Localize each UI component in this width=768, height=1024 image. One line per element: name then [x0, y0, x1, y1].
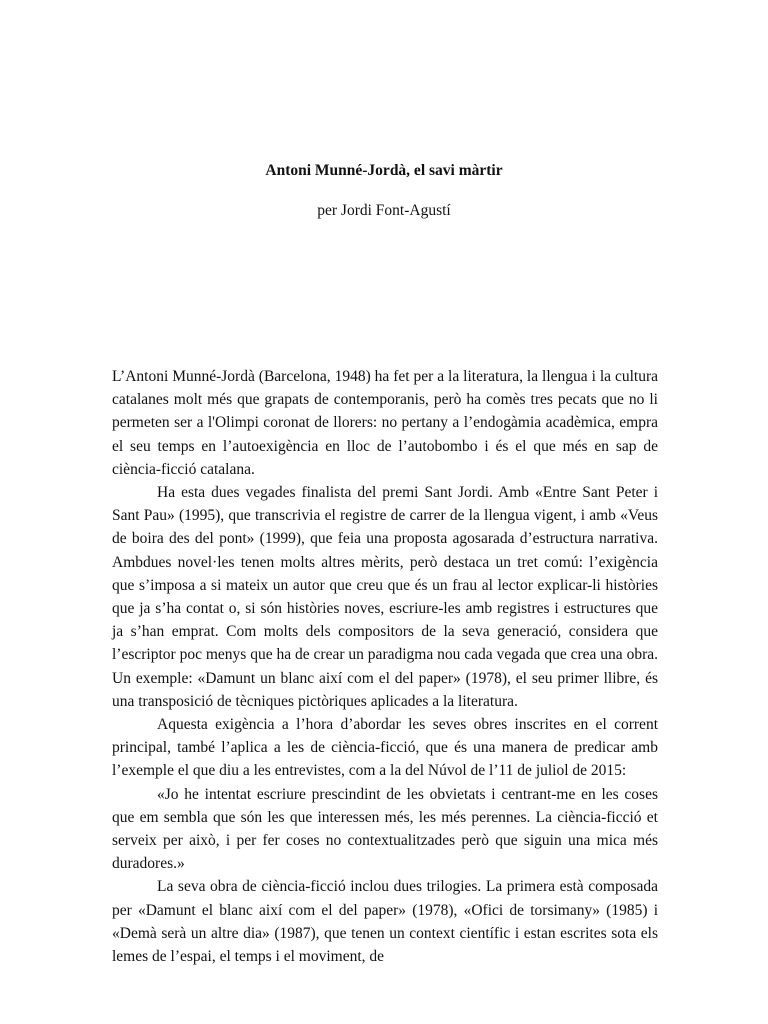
paragraph-5: La seva obra de ciència-ficció inclou dues trilogies. La primera està composada per «Damunt el blanc així com el del paper» (1978), «Ofici de torsimany» (1985) i «Demà serà un altre dia» (1987), que tenen un context científic i estan escrites sota els lemes de l’espai, el temps i el moviment, de: [112, 878, 658, 966]
document-title: Antoni Munné-Jordà, el savi màrtir: [265, 162, 503, 179]
document-author: per Jordi Font-Agustí: [317, 202, 451, 219]
paragraph-2: Ha esta dues vegades finalista del premi Sant Jordi. Amb «Entre Sant Peter i Sant Pau» (1995), que transcrivia el registre de carrer de la llengua vigent, i amb «Veus de boira des del pont» (1999), que feia una proposta agosarada d’estructura narrativa. Ambdues novel·les tenen molts altres mèrits, però destaca un tret comú: l’exigència que s’imposa a si mateix un autor que creu que és un frau al lector explicar-li històries que ja s’ha contat o, si són històries noves, escriure-les amb registres i estructures que ja s’han emprat. Com molts dels compositors de la seva generació, considera que l’escriptor poc menys que ha de crear un paradigma nou cada vegada que crea una obra. Un exemple: «Damunt un blanc així com el del paper» (1978), el seu primer llibre, és una transposició de tècniques pictòriques aplicades a la literatura.: [112, 484, 658, 710]
document-body: [112, 365, 658, 968]
paragraph-3: Aquesta exigència a l’hora d’abordar les seves obres inscrites en el corrent principal, també l’aplica a les de ciència-ficció, que és una manera de predicar amb l’exemple el que diu a les entrevistes, com a la del Núvol de l’11 de juliol de 2015:: [112, 716, 658, 780]
quote-paragraph: «Jo he intentat escriure prescindint de les obvietats i centrant-me en les coses que em sembla que són les que interessen més, les més perennes. La ciència-ficció et serveix per això, i per fer coses no contextualitzades però que siguin una mica més duradores.»: [112, 785, 658, 873]
paragraph-1: L’Antoni Munné-Jordà (Barcelona, 1948) ha fet per a la literatura, la llengua i la cultura catalanes molt més que grapats de contemporanis, però ha comès tres pecats que no li permeten ser a l'Olimpi coronat de llorers: no pertany a l’endogàmia acadèmica, empra el seu temps en l’autoexigència en lloc de l’autobombo i és el que més en sap de ciència-ficció catalana.: [112, 368, 658, 478]
